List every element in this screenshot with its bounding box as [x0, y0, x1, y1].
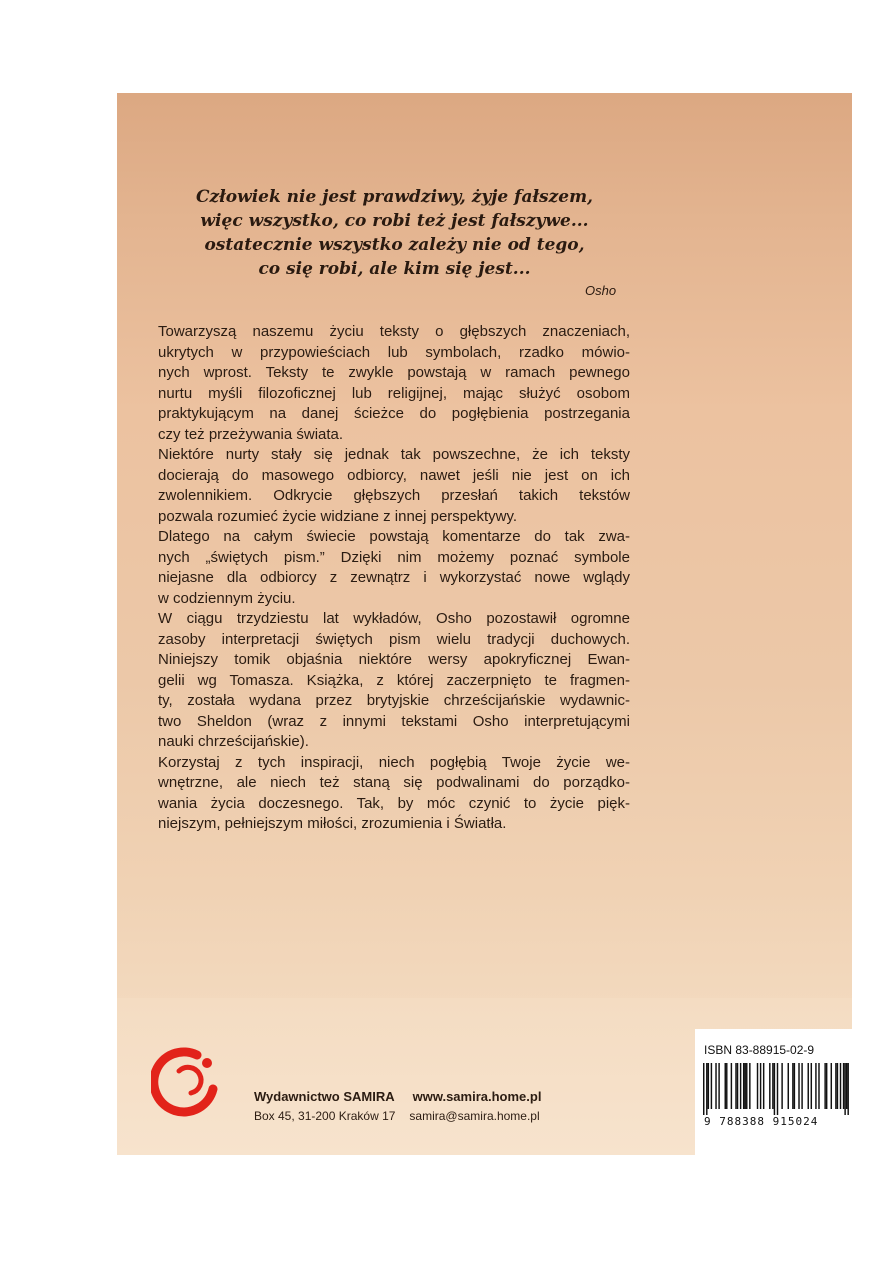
- blurb-line: ukrytych w przypowieściach lub symbolach, rzadko mówio-: [158, 343, 630, 361]
- barcode-bar: [843, 1063, 844, 1109]
- isbn-label: ISBN 83-88915-02-9: [704, 1043, 815, 1057]
- publisher-contact: [254, 1109, 540, 1123]
- blurb-line: zwolennikiem. Odkrycie głębszych przesłań takich tekstów: [158, 487, 630, 504]
- barcode-bar: [847, 1063, 848, 1115]
- blurb-line: Niektóre nurty stały się jednak tak powszechne, że ich teksty: [158, 446, 630, 463]
- quote-author: Osho: [585, 283, 617, 298]
- barcode-bar: [844, 1063, 845, 1115]
- barcode-bar: [772, 1063, 773, 1109]
- barcode-bar: [818, 1063, 819, 1109]
- blurb-line: wnętrzne, ale niech też staną się podwalinami do porządko-: [158, 774, 630, 791]
- blurb-line: nych „świętych pism.” Dzięki nim możemy poznać symbole: [158, 548, 630, 566]
- quote-line: ostatecznie wszystko zależy nie od tego,: [204, 235, 585, 255]
- blurb-line: zasoby interpretacji świętych pism wielu tradycji duchowych.: [158, 630, 630, 648]
- blurb-line: praktykującym na danej ścieżce do pogłębienia postrzegania: [158, 405, 630, 422]
- back-cover: [117, 93, 852, 1155]
- barcode-bar: [715, 1063, 716, 1109]
- barcode-bar: [711, 1063, 712, 1109]
- blurb-line: two Sheldon (wraz z innymi tekstami Osho interpretującymi: [158, 712, 630, 730]
- publisher-email-link[interactable]: samira@samira.home.pl: [409, 1109, 540, 1123]
- barcode-bar: [744, 1063, 745, 1109]
- blurb-text: [158, 322, 630, 835]
- blurb-line: pozwala rozumieć życie widziane z innej perspektywy.: [158, 507, 518, 525]
- barcode-bar: [706, 1063, 707, 1115]
- barcode-bar: [781, 1063, 782, 1109]
- barcode-bar: [835, 1063, 836, 1109]
- barcode-bar: [846, 1063, 847, 1109]
- blurb-line: niejszym, pełniejszym miłości, zrozumienia i Światła.: [158, 815, 507, 832]
- blurb-line: Towarzyszą naszemu życiu teksty o głębszych znaczeniach,: [158, 323, 630, 340]
- blurb-line: czy też przeżywania świata.: [158, 425, 344, 443]
- barcode-bar: [837, 1063, 838, 1109]
- barcode-bar: [831, 1063, 832, 1109]
- blurb-line: Niniejszy tomik objaśnia niektóre wersy apokryficznej Ewan-: [158, 651, 630, 668]
- barcode-number: 9 788388 915024: [704, 1115, 819, 1128]
- barcode-bar: [740, 1063, 741, 1109]
- barcode-bar: [788, 1063, 789, 1109]
- blurb-line: gelii wg Tomasza. Książka, z której zaczerpnięto te fragmen-: [158, 671, 630, 689]
- barcode-bar: [726, 1063, 727, 1109]
- barcode-bar: [792, 1063, 793, 1109]
- barcode-bar: [811, 1063, 812, 1109]
- publisher-address: Box 45, 31-200 Kraków 17: [254, 1109, 396, 1123]
- barcode-bar: [801, 1063, 802, 1109]
- barcode-bar: [824, 1063, 825, 1109]
- barcode-bar: [774, 1063, 775, 1115]
- blurb-line: nurtu myśli filozoficznej lub religijnej, mając służyć osobom: [158, 384, 630, 402]
- publisher-website-link[interactable]: www.samira.home.pl: [412, 1089, 542, 1104]
- blurb-line: nauki chrześcijańskie).: [158, 733, 309, 750]
- blurb-line: w codziennym życiu.: [158, 589, 296, 607]
- barcode-bar: [703, 1063, 704, 1115]
- quote-line: co się robi, ale kim się jest...: [258, 259, 531, 279]
- barcode-bar: [749, 1063, 750, 1109]
- barcode-bar: [777, 1063, 778, 1115]
- publisher-name: Wydawnictwo SAMIRA: [254, 1089, 395, 1104]
- blurb-line: Korzystaj z tych inspiracji, niech pogłębią Twoje życie we-: [158, 753, 630, 771]
- barcode-bar: [743, 1063, 744, 1109]
- blurb-line: Dlatego na całym świecie powstają komentarze do tak zwa-: [158, 528, 630, 545]
- quote-line: Człowiek nie jest prawdziwy, żyje fałszem,: [196, 187, 593, 207]
- isbn-barcode: [701, 1063, 851, 1115]
- barcode-bar: [826, 1063, 827, 1109]
- publisher-line: [254, 1089, 541, 1104]
- barcode-bar: [746, 1063, 747, 1109]
- barcode-bar: [763, 1063, 764, 1109]
- blurb-line: ty, została wydana przez brytyjskie chrześcijańskie wydawnic-: [158, 692, 630, 709]
- barcode-bar: [735, 1063, 736, 1109]
- blurb-line: wania życia doczesnego. Tak, by móc czynić to życie pięk-: [158, 794, 630, 812]
- barcode-bar: [731, 1063, 732, 1109]
- barcode-bar: [757, 1063, 758, 1109]
- barcode-bar: [808, 1063, 809, 1109]
- samira-logo-icon: [151, 1041, 221, 1121]
- barcode-bar: [737, 1063, 738, 1109]
- barcode-bar: [760, 1063, 761, 1109]
- barcode-bar: [718, 1063, 719, 1109]
- blurb-line: docierają do masowego odbiorcy, nawet jeśli nie jest on ich: [158, 466, 630, 484]
- barcode-bar: [708, 1063, 709, 1109]
- blurb-line: W ciągu trzydziestu lat wykładów, Osho pozostawił ogromne: [158, 610, 630, 627]
- blurb-line: nych wprost. Teksty te zwykle powstają w ramach pewnego: [158, 364, 630, 381]
- barcode-bar: [798, 1063, 799, 1109]
- blurb-line: niejasne dla odbiorcy z zewnątrz i wykorzystać nowe wglądy: [158, 569, 630, 586]
- barcode-bar: [794, 1063, 795, 1109]
- epigraph-quote: [147, 185, 642, 281]
- barcode-bar: [815, 1063, 816, 1109]
- barcode-bar: [840, 1063, 841, 1109]
- barcode-bar: [725, 1063, 726, 1109]
- quote-line: więc wszystko, co robi też jest fałszywe...: [200, 211, 589, 231]
- barcode-bar: [769, 1063, 770, 1109]
